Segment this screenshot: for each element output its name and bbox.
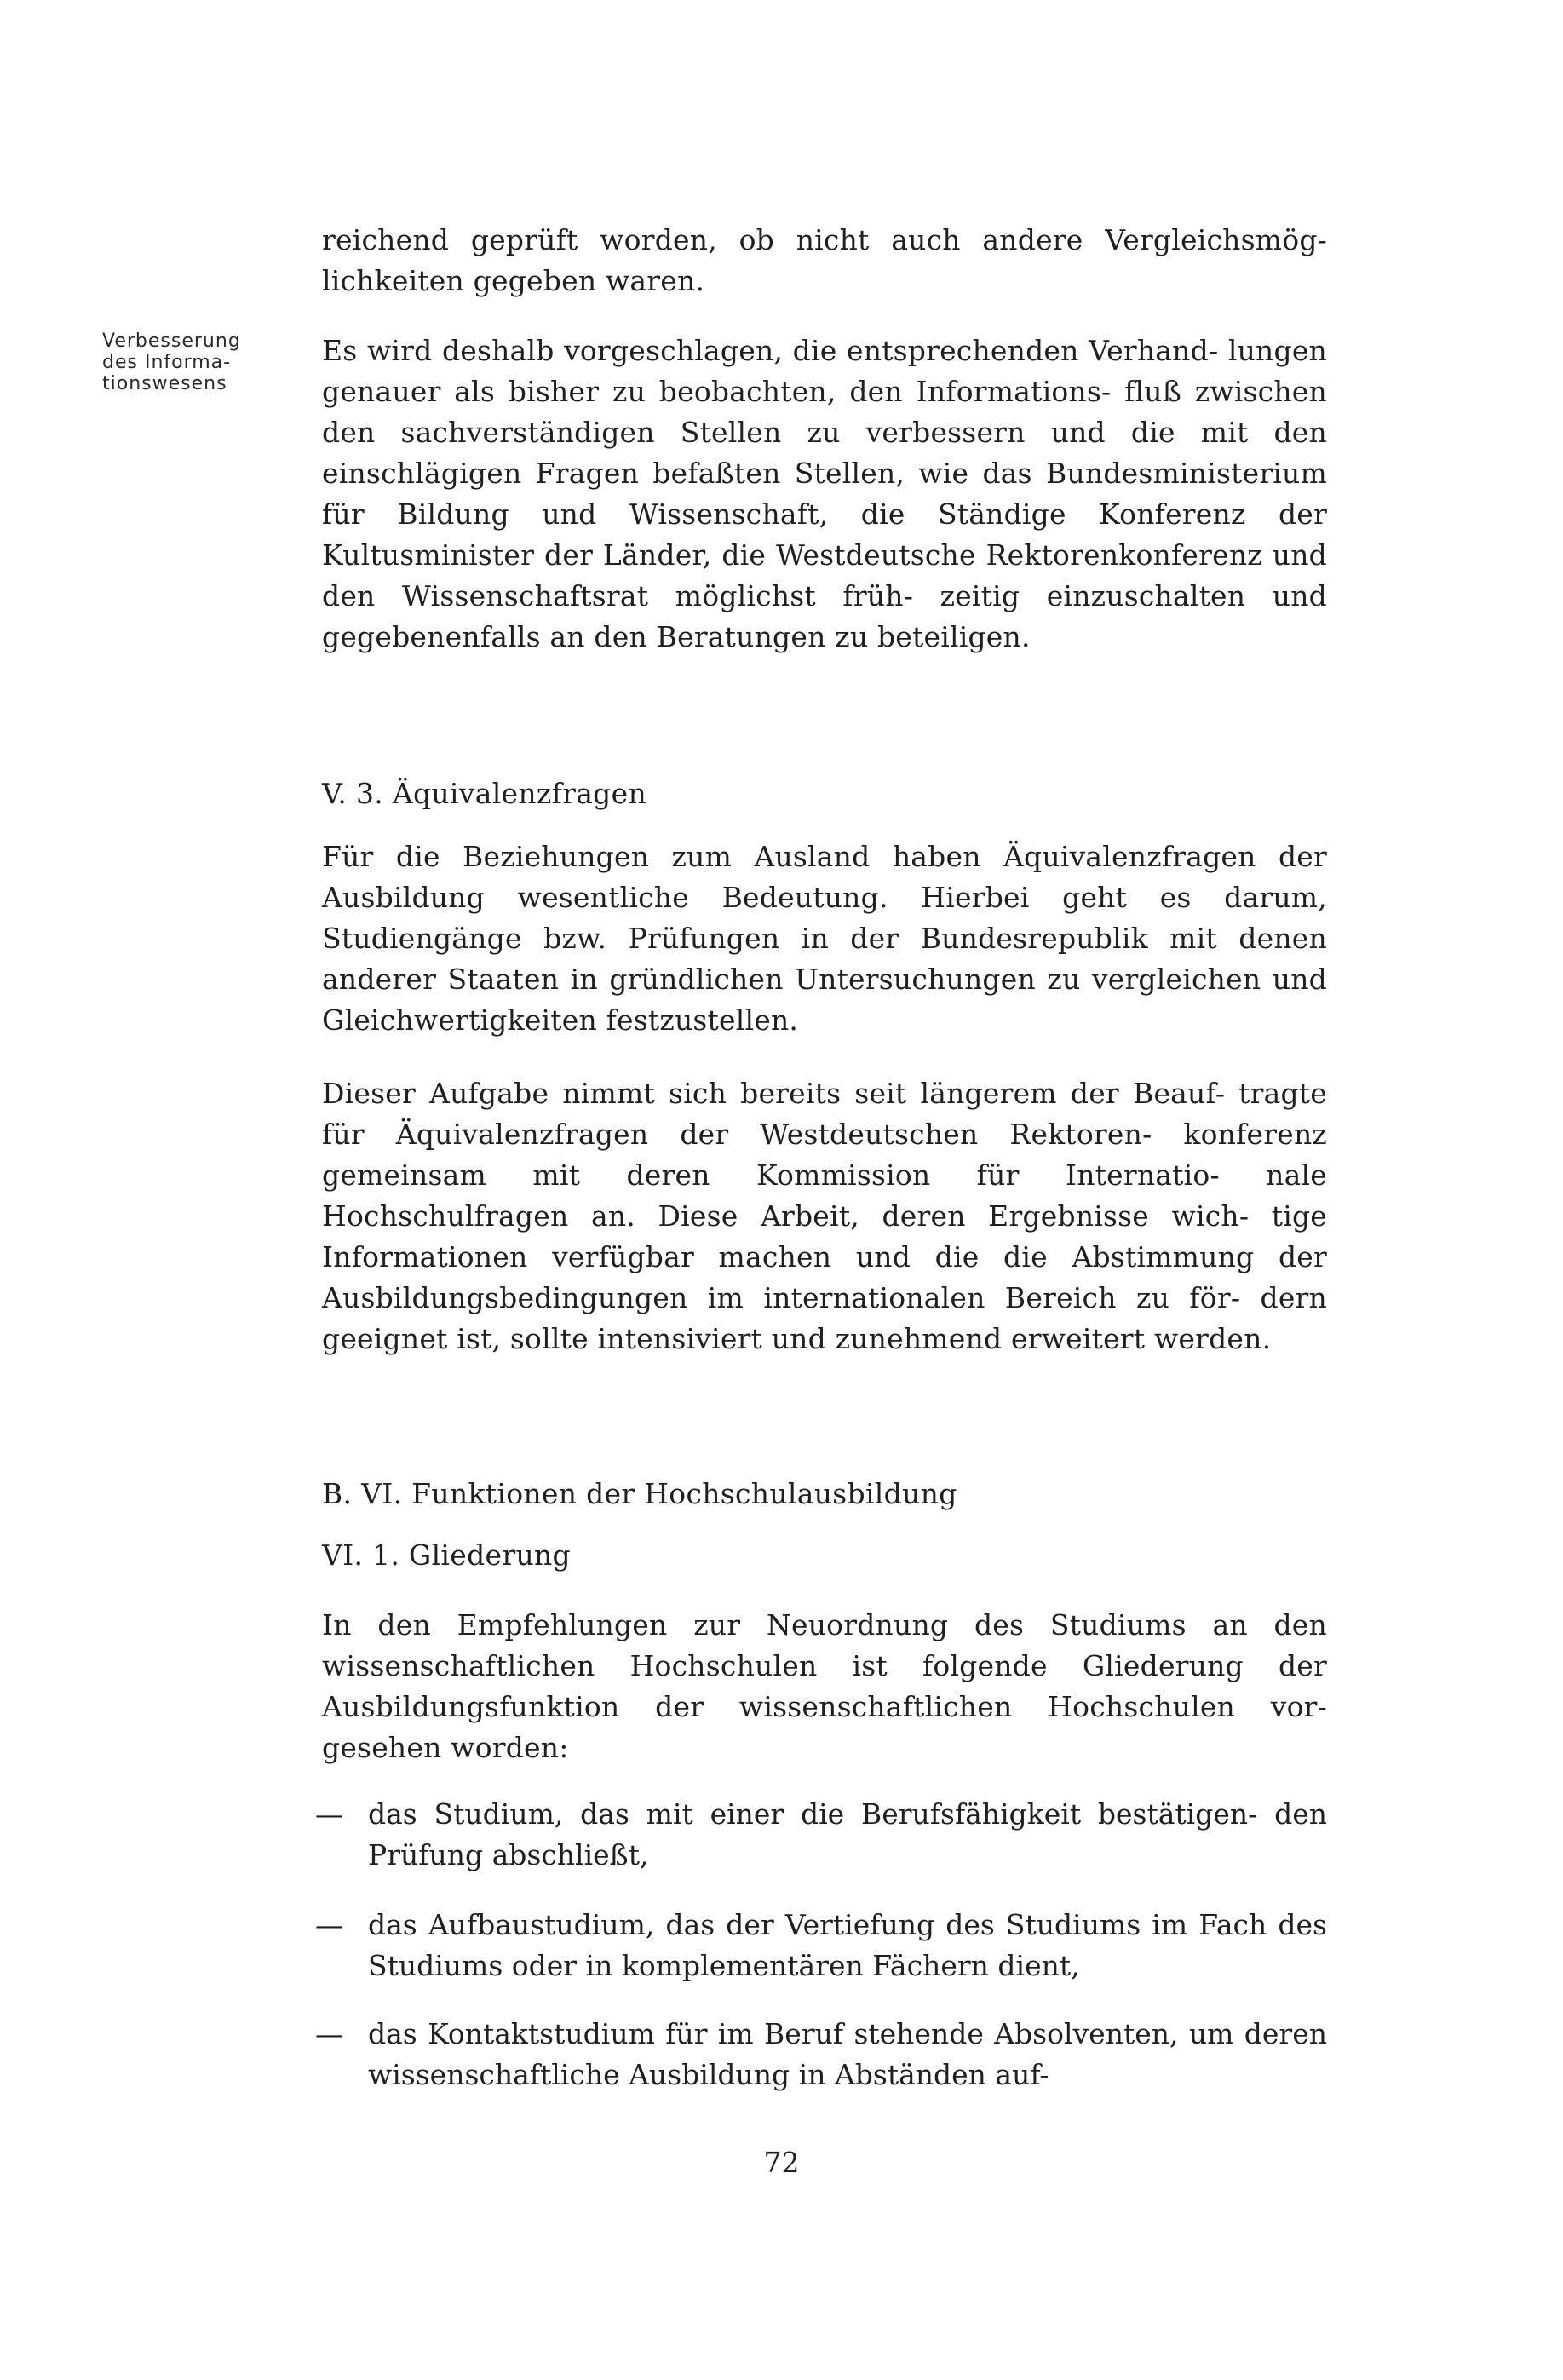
list-item-text: das Kontaktstudium für im Beruf stehende Absolventen, um deren wissenschaftliche Ausbildung in Abständen auf- — [368, 2017, 1327, 2091]
margin-note — [102, 331, 273, 394]
list-item — [315, 2014, 1327, 2095]
dash-bullet: — — [315, 2017, 343, 2050]
paragraph-text: reichend geprüft worden, ob nicht auch andere Vergleichsmög- lichkeiten gegeben waren. — [322, 223, 1327, 297]
paragraph-equivalence-task — [322, 1073, 1327, 1360]
section-heading-bvi: B. VI. Funktionen der Hochschulausbildung — [322, 1477, 957, 1510]
margin-note-line: tionswesens — [102, 373, 227, 394]
paragraph-continuation — [322, 220, 1327, 302]
paragraph-structure-intro — [322, 1605, 1327, 1768]
paragraph-equivalence-intro — [322, 836, 1327, 1041]
paragraph-text: Es wird deshalb vorgeschlagen, die entsprechenden Verhand- lungen genauer als bisher zu beobachten, den Informations- fluß zwischen den sachverständigen Stellen zu verbessern und die mit den einschlägigen Fragen befaßten Stellen, wie das Bundesministerium für Bildung und Wissenschaft, die Ständige Konferenz der Kultusminister der Länder, die Westdeutsche Rektorenkonferenz und den Wissenschaftsrat möglichst früh- zeitig einzuschalten und gegebenenfalls an den Beratungen zu beteiligen. — [322, 334, 1327, 653]
list-item — [315, 1794, 1327, 1876]
dash-bullet: — — [315, 1908, 343, 1941]
dash-bullet: — — [315, 1797, 343, 1831]
paragraph-text: In den Empfehlungen zur Neuordnung des Studiums an den wissenschaftlichen Hochschulen ist folgende Gliederung der Ausbildungsfunktion der wissenschaftlichen Hochschulen vor- gesehen worden: — [322, 1608, 1327, 1764]
page-number: 72 — [763, 2146, 800, 2179]
section-heading-vi1: VI. 1. Gliederung — [322, 1538, 571, 1572]
margin-note-line: Verbesserung — [102, 331, 241, 352]
list-item-text: das Studium, das mit einer die Berufsfähigkeit bestätigen- den Prüfung abschließt, — [368, 1797, 1327, 1871]
section-heading-v3: V. 3. Äquivalenzfragen — [322, 777, 646, 810]
margin-note-line: des Informa- — [102, 352, 232, 373]
list-item — [315, 1905, 1327, 1986]
list-item-text: das Aufbaustudium, das der Vertiefung des Studiums im Fach des Studiums oder in komplementären Fächern dient, — [368, 1908, 1327, 1982]
paragraph-text: Dieser Aufgabe nimmt sich bereits seit längerem der Beauf- tragte für Äquivalenzfragen der Westdeutschen Rektoren- konferenz gemeinsam mit deren Kommission für Internatio- nale Hochschulfragen an. Diese Arbeit, deren Ergebnisse wich- tige Informationen verfügbar machen und die die Abstimmung der Ausbildungsbedingungen im internationalen Bereich zu för- dern geeignet ist, sollte intensiviert und zunehmend erweitert werden. — [322, 1077, 1327, 1355]
paragraph-text: Für die Beziehungen zum Ausland haben Äquivalenzfragen der Ausbildung wesentliche Bedeutung. Hierbei geht es darum, Studiengänge bzw. Prüfungen in der Bundesrepublik mit denen anderer Staaten in gründlichen Untersuchungen zu vergleichen und Gleichwertigkeiten festzustellen. — [322, 840, 1327, 1037]
paragraph-information-improvement — [322, 331, 1327, 658]
